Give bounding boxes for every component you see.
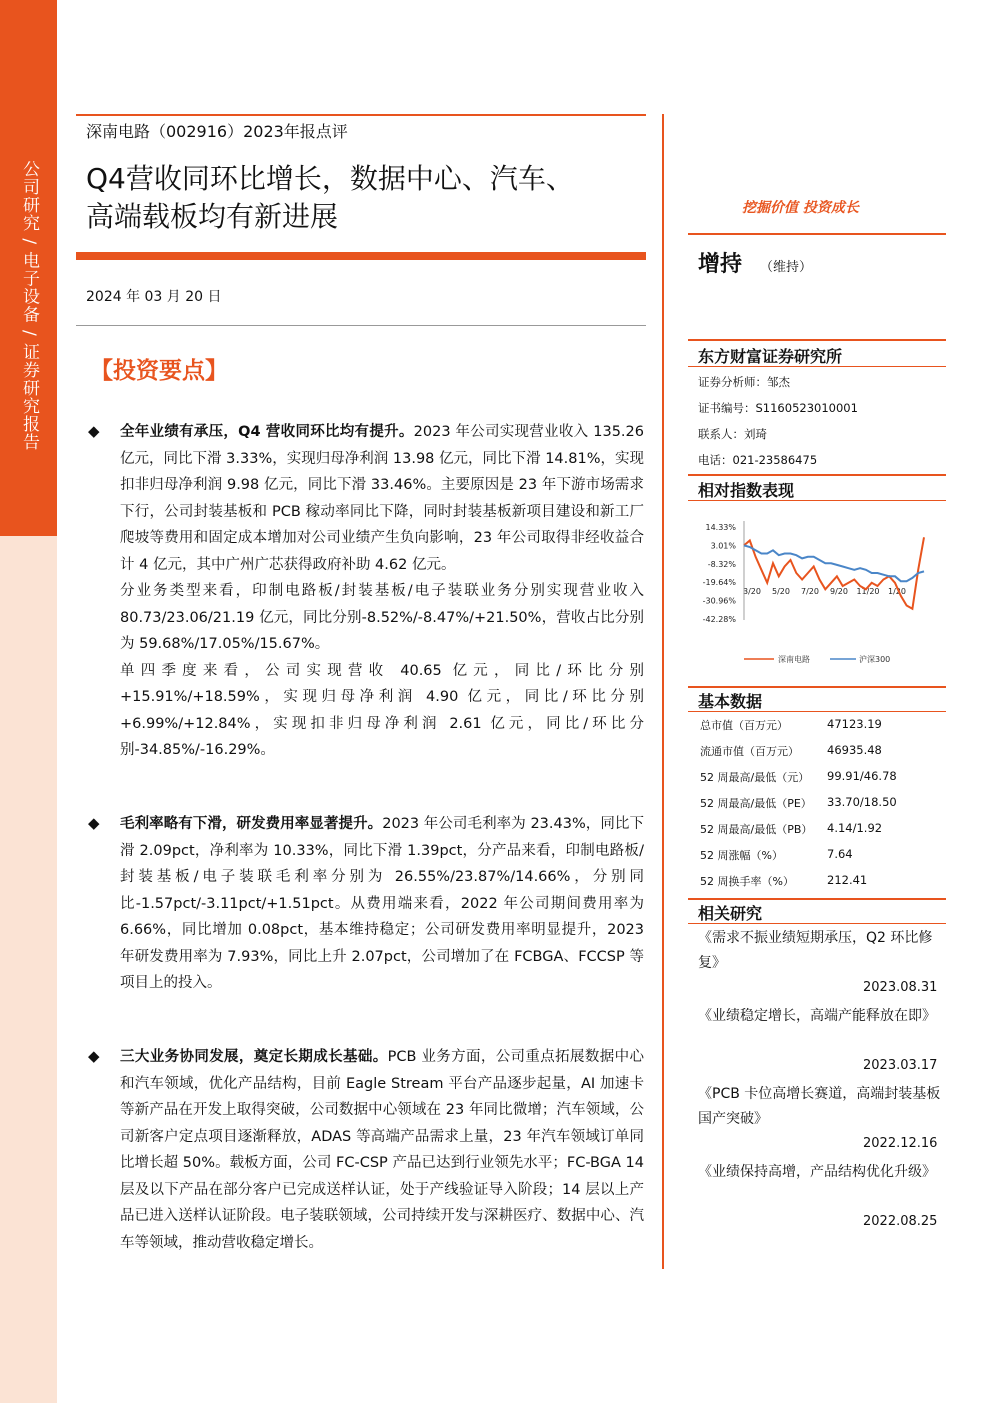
right-rule bbox=[688, 923, 946, 924]
research-item-date: 2023.08.31 bbox=[863, 980, 938, 995]
basic-data-label: 总市值（百万元） bbox=[700, 719, 788, 732]
right-rule bbox=[688, 898, 946, 900]
basic-data-value: 99.91/46.78 bbox=[827, 769, 897, 783]
perf-title: 相对指数表现 bbox=[698, 481, 795, 500]
title-bar bbox=[76, 252, 646, 260]
section-title: 【投资要点】 bbox=[90, 358, 228, 384]
series-line-index bbox=[744, 545, 924, 581]
bullet-icon: ◆ bbox=[88, 422, 100, 440]
analyst: 证券分析师：邹杰 bbox=[698, 375, 790, 389]
report-date: 2024 年 03 月 20 日 bbox=[86, 289, 222, 305]
y-tick-label: -19.64% bbox=[702, 578, 736, 588]
x-tick-label: 9/20 bbox=[830, 587, 848, 597]
legend-label-stock: 深南电路 bbox=[778, 655, 810, 664]
bullet-icon: ◆ bbox=[88, 1047, 100, 1065]
basic-data-label: 流通市值（百万元） bbox=[700, 745, 799, 758]
basic-data-value: 7.64 bbox=[827, 847, 853, 861]
basic-data-label: 52 周最高/最低（元） bbox=[700, 771, 810, 784]
sidebar-lower bbox=[0, 536, 57, 1403]
basic-data-value: 46935.48 bbox=[827, 743, 882, 757]
legend-label-index: 沪深300 bbox=[859, 655, 891, 664]
right-rule bbox=[688, 500, 946, 501]
column-divider bbox=[662, 114, 664, 1269]
research-item-title[interactable]: 《业绩保持高增，产品结构优化升级》 bbox=[698, 1164, 936, 1180]
date-rule bbox=[76, 325, 646, 326]
bullet-1-heading: 全年业绩有承压，Q4 营收同环比均有提升。 bbox=[120, 424, 414, 440]
research-item-date: 2022.12.16 bbox=[863, 1136, 938, 1151]
y-tick-label: -42.28% bbox=[702, 615, 736, 624]
sidebar-label: 公司研究 / 电子设备 / 证券研究报告 bbox=[19, 160, 39, 452]
basic-data-label: 52 周涨幅（%） bbox=[700, 849, 783, 862]
research-item-date: 2022.08.25 bbox=[863, 1214, 938, 1229]
y-tick-label: -8.32% bbox=[707, 559, 736, 569]
y-tick-label: 3.01% bbox=[710, 541, 736, 551]
title-line-2: 高端载板均有新进展 bbox=[86, 200, 339, 233]
bullet-1-para-2: 分业务类型来看，印制电路板/封装基板/电子装联业务分别实现营业收入 80.73/23.06/21.19 亿元，同比分别-8.52%/-8.47%/+21.50%，营收占比分别为 59.68%/17.05%/15.67%。 bbox=[120, 583, 644, 652]
research-item-title[interactable]: 《业绩稳定增长，高端产能释放在即》 bbox=[698, 1008, 936, 1024]
right-rule bbox=[688, 233, 946, 235]
research-title: 相关研究 bbox=[698, 904, 763, 923]
right-rule bbox=[688, 711, 946, 712]
contact: 联系人：刘琦 bbox=[698, 427, 767, 441]
phone: 电话：021-23586475 bbox=[698, 453, 818, 467]
rating: 增持 bbox=[698, 252, 743, 277]
x-tick-label: 1/20 bbox=[888, 587, 906, 597]
bullet-2-para-1 bbox=[120, 811, 644, 997]
basic-data-value: 4.14/1.92 bbox=[827, 821, 883, 835]
basic-data-title: 基本数据 bbox=[698, 692, 763, 711]
title-line-1: Q4营收同环比增长，数据中心、汽车、 bbox=[86, 162, 574, 195]
bullet-3 bbox=[120, 1044, 644, 1256]
basic-data-value: 33.70/18.50 bbox=[827, 795, 897, 809]
x-tick-label: 7/20 bbox=[801, 587, 819, 597]
basic-data-label: 52 周最高/最低（PE） bbox=[700, 797, 812, 810]
x-tick-label: 5/20 bbox=[772, 587, 790, 597]
sidebar bbox=[0, 0, 57, 1403]
bullet-3-text-1: PCB 业务方面，公司重点拓展数据中心和汽车领域，优化产品结构，目前 Eagle Stream 平台产品逐步起量，AI 加速卡等新产品在开发上取得突破，公司数据中心领域在 23 年同比微增；汽车领域，公司新客户定点项目逐渐释放，ADAS 等高端产品需求上量，23 年汽车领域订单同比增长超 50%。载板方面，公司 FC-CSP 产品已达到行业领先水平；FC-BGA 14 层及以下产品在部分客户已完成送样认证，处于产线验证导入阶段；14 层以上产品已进入送样认证阶段。电子装联领域，公司持续开发与深耕医疗、数据中心、汽车等领域，推动营收稳定增长。 bbox=[120, 1049, 644, 1251]
relative-performance-chart bbox=[696, 515, 936, 675]
bullet-2-text-1: 2023 年公司毛利率为 23.43%，同比下滑 2.09pct，净利率为 10.33%，同比下滑 1.39pct，分产品来看，印制电路板/封装基板/电子装联毛利率分别为 26.55%/23.87%/14.66%，分别同比-1.57pct/-3.11pct/+1.51pct。从费用端来看，2022 年公司期间费用率为 6.66%，同比增加 0.08pct，基本维持稳定；公司研发费用率明显提升，2023 年研发费用率为 7.93%，同比上升 2.07pct，公司增加了在 FCBGA、FCCSP 等项目上的投入。 bbox=[120, 816, 644, 991]
bullet-2 bbox=[120, 811, 644, 997]
bullet-1-text-1: 2023 年公司实现营业收入 135.26 亿元，同比下滑 3.33%，实现归母净利润 13.98 亿元，同比下滑 14.81%，实现扣非归母净利润 9.98 亿元，同比下滑 33.46%。主要原因是 23 年下游市场需求下行，公司封装基板和 PCB 稼动率同比下降，同时封装基板新项目建设和新工厂爬坡等费用和固定成本增加对公司业绩产生负向影响，23 年公司取得非经收益合计 4 亿元，其中广州广芯获得政府补助 4.62 亿元。 bbox=[120, 424, 644, 573]
basic-data-label: 52 周换手率（%） bbox=[700, 875, 794, 888]
bullet-3-heading: 三大业务协同发展，奠定长期成长基础。 bbox=[120, 1049, 388, 1065]
y-tick-label: -30.96% bbox=[702, 596, 736, 606]
bullet-3-para-1 bbox=[120, 1044, 644, 1256]
x-tick-label: 11/20 bbox=[856, 587, 880, 597]
cert-number: 证书编号：S1160523010001 bbox=[698, 401, 858, 415]
right-rule bbox=[688, 366, 946, 367]
page-title bbox=[86, 160, 646, 236]
right-rule bbox=[688, 474, 946, 476]
research-item-title[interactable]: 《需求不振业绩短期承压，Q2 环比修复》 bbox=[698, 930, 933, 971]
research-item-title[interactable]: 《PCB 卡位高增长赛道，高端封装基板国产突破》 bbox=[698, 1086, 941, 1127]
y-tick-label: 14.33% bbox=[705, 523, 736, 532]
series-line-stock bbox=[744, 537, 924, 609]
basic-data-value: 47123.19 bbox=[827, 717, 882, 731]
institute-name: 东方财富证券研究所 bbox=[698, 347, 843, 366]
rating-note: （维持） bbox=[760, 260, 813, 275]
bullet-1 bbox=[120, 419, 644, 764]
basic-data-label: 52 周最高/最低（PB） bbox=[700, 823, 813, 836]
research-item-date: 2023.03.17 bbox=[863, 1058, 938, 1073]
bullet-1-para-3: 单四季度来看，公司实现营收 40.65 亿元，同比/环比分别+15.91%/+18.59%，实现归母净利润 4.90 亿元，同比/环比分别+6.99%/+12.84%，实现扣非归母净利润 2.61 亿元，同比/环比分别-34.85%/-16.29%。 bbox=[120, 662, 644, 758]
basic-data-value: 212.41 bbox=[827, 873, 868, 887]
right-rule bbox=[688, 339, 946, 341]
header-rule bbox=[76, 114, 646, 116]
bullet-2-heading: 毛利率略有下滑，研发费用率显著提升。 bbox=[120, 816, 383, 832]
slogan: 挖掘价值 投资成长 bbox=[742, 200, 859, 216]
report-subtitle: 深南电路（002916）2023年报点评 bbox=[86, 122, 348, 141]
x-tick-label: 3/20 bbox=[743, 587, 761, 597]
bullet-icon: ◆ bbox=[88, 814, 100, 832]
bullet-1-para-1 bbox=[120, 419, 644, 578]
right-rule bbox=[688, 686, 946, 688]
